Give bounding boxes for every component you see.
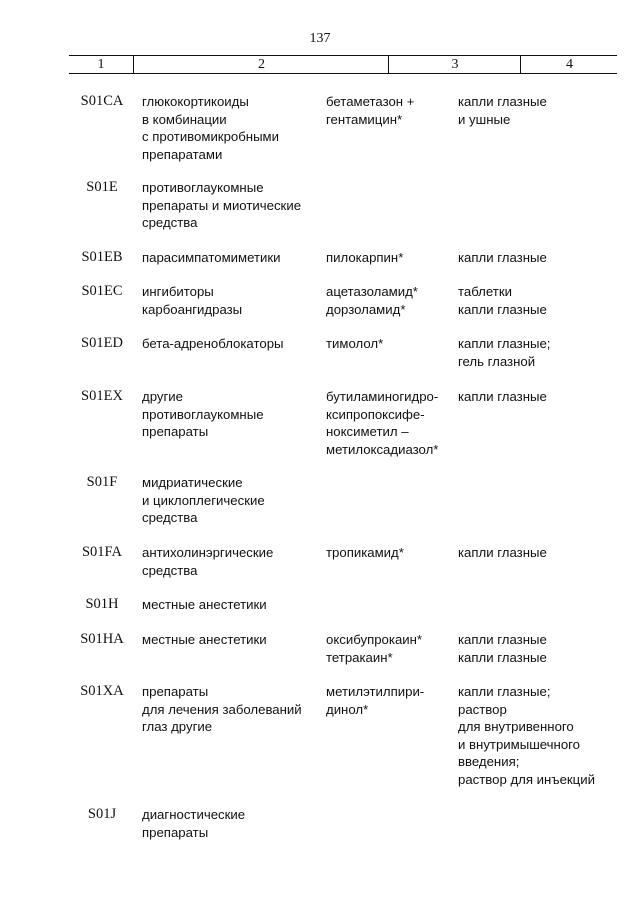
atc-code: S01F (86, 474, 118, 490)
atc-code: S01ED (81, 335, 123, 351)
group-name: противоглаукомные препараты и миотические средства (142, 180, 302, 230)
dosage-form: капли глазные (458, 389, 547, 404)
dosage-form: капли глазные; раствор для внутривенного и внутримышечного введения; раствор для инъекций (458, 684, 595, 787)
group-name: бета-адреноблокаторы (142, 336, 284, 351)
group-name: препараты для лечения заболеваний глаз другие (142, 684, 302, 734)
drug-name: тропикамид* (326, 545, 404, 560)
group-name: диагностические препараты (142, 807, 246, 840)
group-name: парасимпатомиметики (142, 250, 281, 265)
group-name: ингибиторы карбоангидразы (142, 284, 243, 317)
group-name: местные анестетики (142, 632, 267, 647)
column-header-4: 4 (520, 56, 618, 73)
drug-name: метилэтилпири- динол* (326, 684, 425, 717)
atc-code: S01XA (80, 683, 124, 699)
atc-code: S01EX (81, 388, 123, 404)
drug-name: ацетазоламид* дорзоламид* (326, 284, 418, 317)
column-header-3: 3 (388, 56, 521, 73)
drug-name: тимолол* (326, 336, 384, 351)
atc-code: S01J (87, 806, 117, 822)
drug-name: бутиламиногидро- ксипропоксифе- ноксиметил – метилоксадиазол* (326, 389, 439, 457)
group-name: мидриатические и циклоплегические средства (142, 475, 265, 525)
atc-code: S01HA (80, 631, 124, 647)
column-header-2: 2 (133, 56, 389, 73)
dosage-form: капли глазные (458, 250, 547, 265)
atc-code: S01H (85, 596, 119, 612)
group-name: местные анестетики (142, 597, 267, 612)
drug-name: пилокарпин* (326, 250, 404, 265)
atc-code: S01EC (81, 283, 123, 299)
dosage-form: таблетки капли глазные (458, 284, 547, 317)
table-header (69, 55, 617, 74)
group-name: глюкокортикоиды в комбинации с противомикробными препаратами (142, 94, 279, 162)
dosage-form: капли глазные; гель глазной (458, 336, 551, 369)
drug-name: бетаметазон + гентамицин* (326, 94, 415, 127)
dosage-form: капли глазные и ушные (458, 94, 547, 127)
dosage-form: капли глазные капли глазные (458, 632, 547, 665)
atc-code: S01CA (80, 93, 124, 109)
atc-code: S01EB (81, 249, 123, 265)
column-header-1: 1 (97, 57, 105, 72)
atc-code: S01FA (81, 544, 123, 560)
page-number: 137 (309, 31, 331, 46)
drug-name: оксибупрокаин* тетракаин* (326, 632, 423, 665)
group-name: антихолинэргические средства (142, 545, 274, 578)
atc-code: S01E (86, 179, 118, 195)
dosage-form: капли глазные (458, 545, 547, 560)
group-name: другие противоглаукомные препараты (142, 389, 264, 439)
